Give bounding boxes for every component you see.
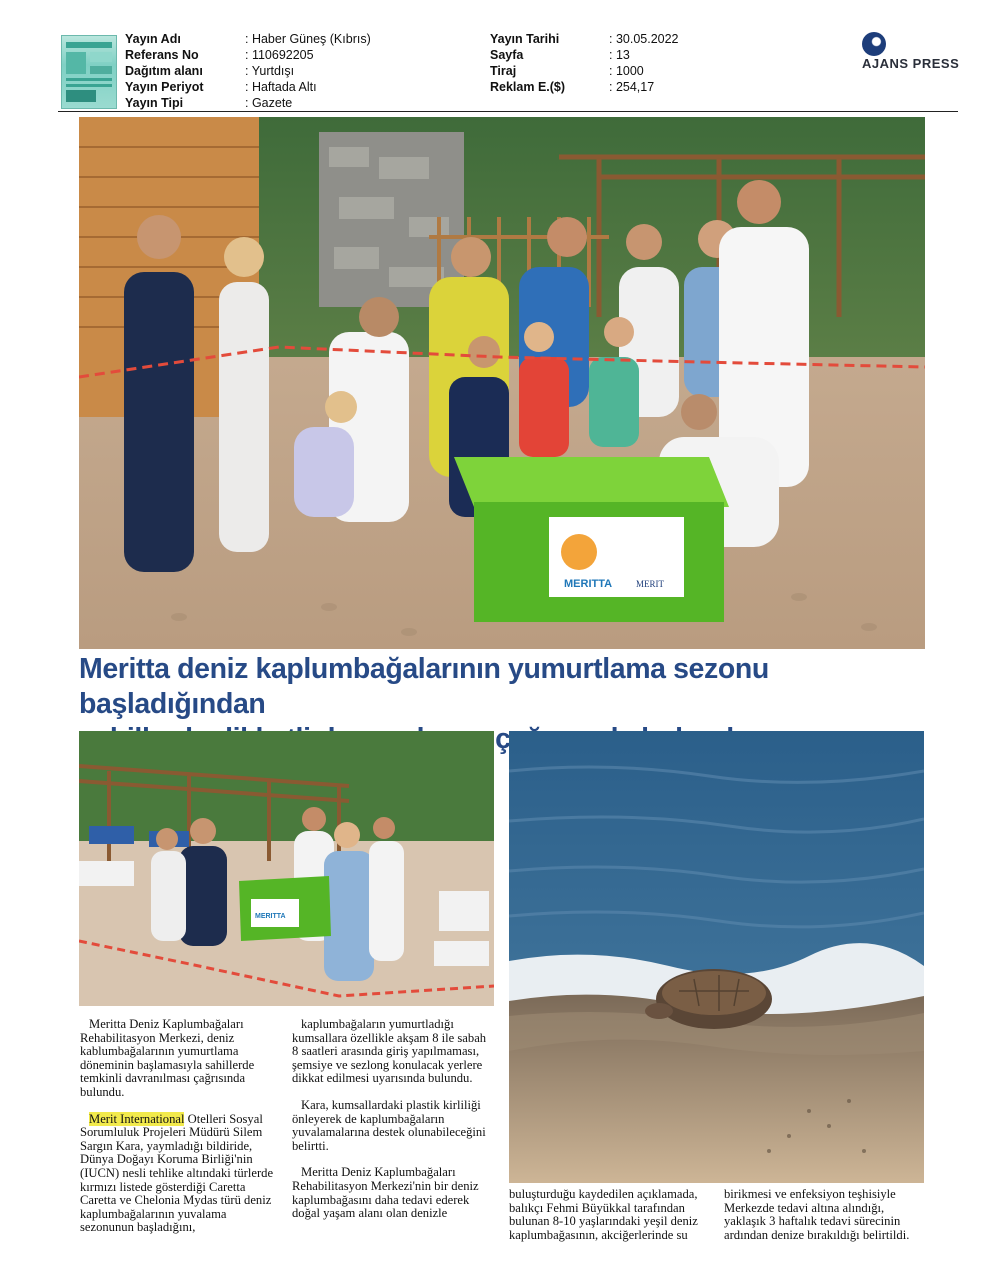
text-column-4 [724, 1188, 924, 1242]
value-yayin-tipi: : Gazete [245, 96, 293, 110]
label-yayin-tarihi: Yayın Tarihi [490, 32, 560, 46]
col2-paragraph-3: Meritta Deniz Kaplumbağaları Rehabilitasyon Merkezi'nin bir deniz kaplumbağasını daha tedavi ederek doğal yaşam alanı olan denizle [292, 1165, 479, 1221]
value-yayin-periyot: : Haftada Altı [245, 80, 317, 94]
meta-labels-left [125, 31, 204, 111]
label-tiraj: Tiraj [490, 64, 517, 78]
col2-paragraph-1: kaplumbağaların yumurtladığı kumsallara özellikle akşam 8 ile sabah 8 saatleri arasında giriş yapılmaması, şemsiye ve sezlong konulacak yerlere dikkat edilmesi uyarısında bulundu. [292, 1017, 487, 1086]
main-photo-beach-ceremony [79, 117, 925, 649]
label-dagitim-alani: Dağıtım alanı [125, 64, 203, 78]
text-column-3 [509, 1188, 709, 1242]
main-box-label-merit: MERIT [636, 579, 664, 589]
col2-paragraph-2: Kara, kumsallardaki plastik kirliliği önleyerek de kaplumbağaların yuvalamalarına destek olunabileceğini belirtti. [292, 1097, 486, 1153]
label-reklam: Reklam E.($) [490, 80, 566, 94]
label-yayin-tipi: Yayın Tipi [125, 96, 184, 110]
value-sayfa: : 13 [609, 48, 630, 62]
ajans-press-logo-icon [862, 32, 886, 56]
col1-paragraph-2 [80, 1113, 280, 1235]
meta-labels-right [490, 31, 565, 95]
photo-carrying-box [79, 731, 494, 1006]
value-dagitim-alani: : Yurtdışı [245, 64, 295, 78]
header-divider [58, 111, 958, 112]
label-yayin-adi: Yayın Adı [125, 32, 181, 46]
col4-paragraph-1: birikmesi ve enfeksiyon teşhisiyle Merkezde tedavi altına alındığı, yaklaşık 3 haftalık tedavi sürecinin ardından denize bırakıldığı belirtildi. [724, 1187, 910, 1242]
col3-paragraph-1: buluşturduğu kaydedilen açıklamada, balıkçı Fehmi Büyükkal tarafından bulunan 8-10 yaşlarındaki yeşil deniz kaplumbağasının, akciğerlerinde su [509, 1187, 698, 1242]
photo2-box-label: MERITTA [255, 913, 286, 920]
value-reklam: : 254,17 [609, 80, 655, 94]
label-yayin-periyot: Yayın Periyot [125, 80, 204, 94]
newspaper-thumbnail [61, 35, 117, 109]
col1-paragraph-1: Meritta Deniz Kaplumbağaları Rehabilitasyon Merkezi, deniz kablumbağalarının yumurtlama döneminin başlamasıyla sahillerde temkinli davranılması çağrısında bulundu. [80, 1017, 255, 1099]
value-yayin-tarihi: : 30.05.2022 [609, 32, 679, 46]
text-column-2 [292, 1018, 494, 1221]
highlight-merit-international: Merit International [89, 1111, 185, 1126]
value-tiraj: : 1000 [609, 64, 644, 78]
main-box-label-meritta: MERITTA [564, 578, 613, 590]
ajans-press-logo-text: AJANS PRESS [862, 56, 960, 71]
label-sayfa: Sayfa [490, 48, 524, 62]
meta-values-right [609, 31, 679, 95]
col1-paragraph-2-rest: Otelleri Sosyal Sorumluluk Projeleri Müdürü Silem Sargın Kara, yaymladığı bildiride, Dünya Doğayı Koruma Birliği'nin (IUCN) nesli tehlike altındaki türlerde kırmızı listede gösterdiği Caretta Caretta ve Chelonia Mydas türü deniz kaplumbağalarının yuvalama sezonunun başladığını, [80, 1111, 274, 1235]
label-referans-no: Referans No [125, 48, 199, 62]
meta-values-left [245, 31, 371, 111]
value-referans-no: : 110692205 [245, 48, 314, 62]
text-column-1 [80, 1018, 280, 1235]
headline-line-1: Meritta deniz kaplumbağalarının yumurtlama sezonu başladığından [79, 653, 769, 720]
photo-sea-turtle [509, 731, 924, 1183]
value-yayin-adi: : Haber Güneş (Kıbrıs) [245, 32, 371, 46]
